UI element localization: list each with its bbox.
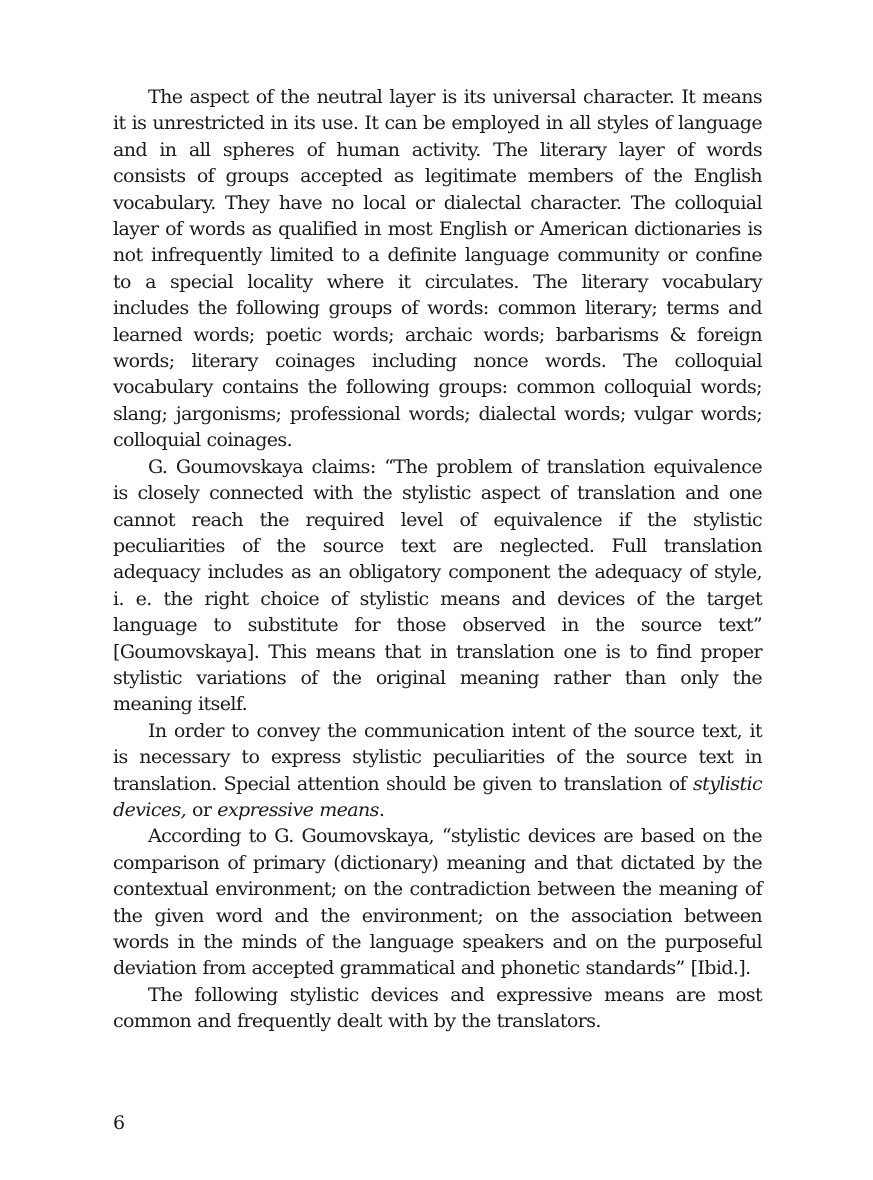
paragraph-1: The aspect of the neutral layer is its universal character. It means it is unrestricted in its use. It can be employed in all styles of language and in all spheres of human activity. The literary layer of words consists of groups accepted as legitimate members of the English vocabulary. They have no local or dialectal character. The colloquial layer of words as qualified in most English or American dictionaries is not infrequently limited to a definite language community or confine to a special locality where it circulates. The literary vocabulary includes the following groups of words: common literary; terms and learned words; poetic words; archaic words; barbarisms & foreign words; literary coinages including nonce words. The colloquial vocabulary contains the following groups: common colloquial words; slang; jargonisms; professional words; dialectal words; vulgar words; colloquial coinages. <box>113 86 762 452</box>
page-body <box>113 84 762 1035</box>
page-number: 6 <box>113 1112 126 1134</box>
paragraph-3-end: . <box>378 798 385 821</box>
paragraph-3-connector: or <box>186 798 218 821</box>
paragraph-4: According to G. Goumovskaya, “stylistic devices are based on the comparison of primary (dictionary) meaning and that dictated by the contextual environment; on the contradiction between the meaning of the given word and the environment; on the association between words in the minds of the language speakers and on the purposeful deviation from accepted grammatical and phonetic standards” [Ibid.]. <box>113 825 762 980</box>
paragraph-3-text: In order to convey the communication intent of the source text, it is necessary to express stylistic peculiarities of the source text in translation. Special attention should be given to translation of <box>113 719 762 795</box>
paragraph-5: The following stylistic devices and expressive means are most common and frequently dealt with by the translators. <box>113 983 762 1033</box>
italic-term-expressive-means: expressive means <box>217 798 379 821</box>
paragraph-3 <box>113 718 762 824</box>
paragraph-2: G. Goumovskaya claims: “The problem of translation equivalence is closely connected with the stylistic aspect of translation and one cannot reach the required level of equivalence if the stylistic peculiarities of the source text are neglected. Full translation adequacy includes as an obligatory component the adequacy of style, i. e. the right choice of stylistic means and devices of the target language to substitute for those observed in the source text” [Goumovskaya]. This means that in translation one is to find proper stylistic variations of the original meaning rather than only the meaning itself. <box>113 455 762 716</box>
italic-term-stylistic-devices: stylistic devices, <box>113 772 762 821</box>
